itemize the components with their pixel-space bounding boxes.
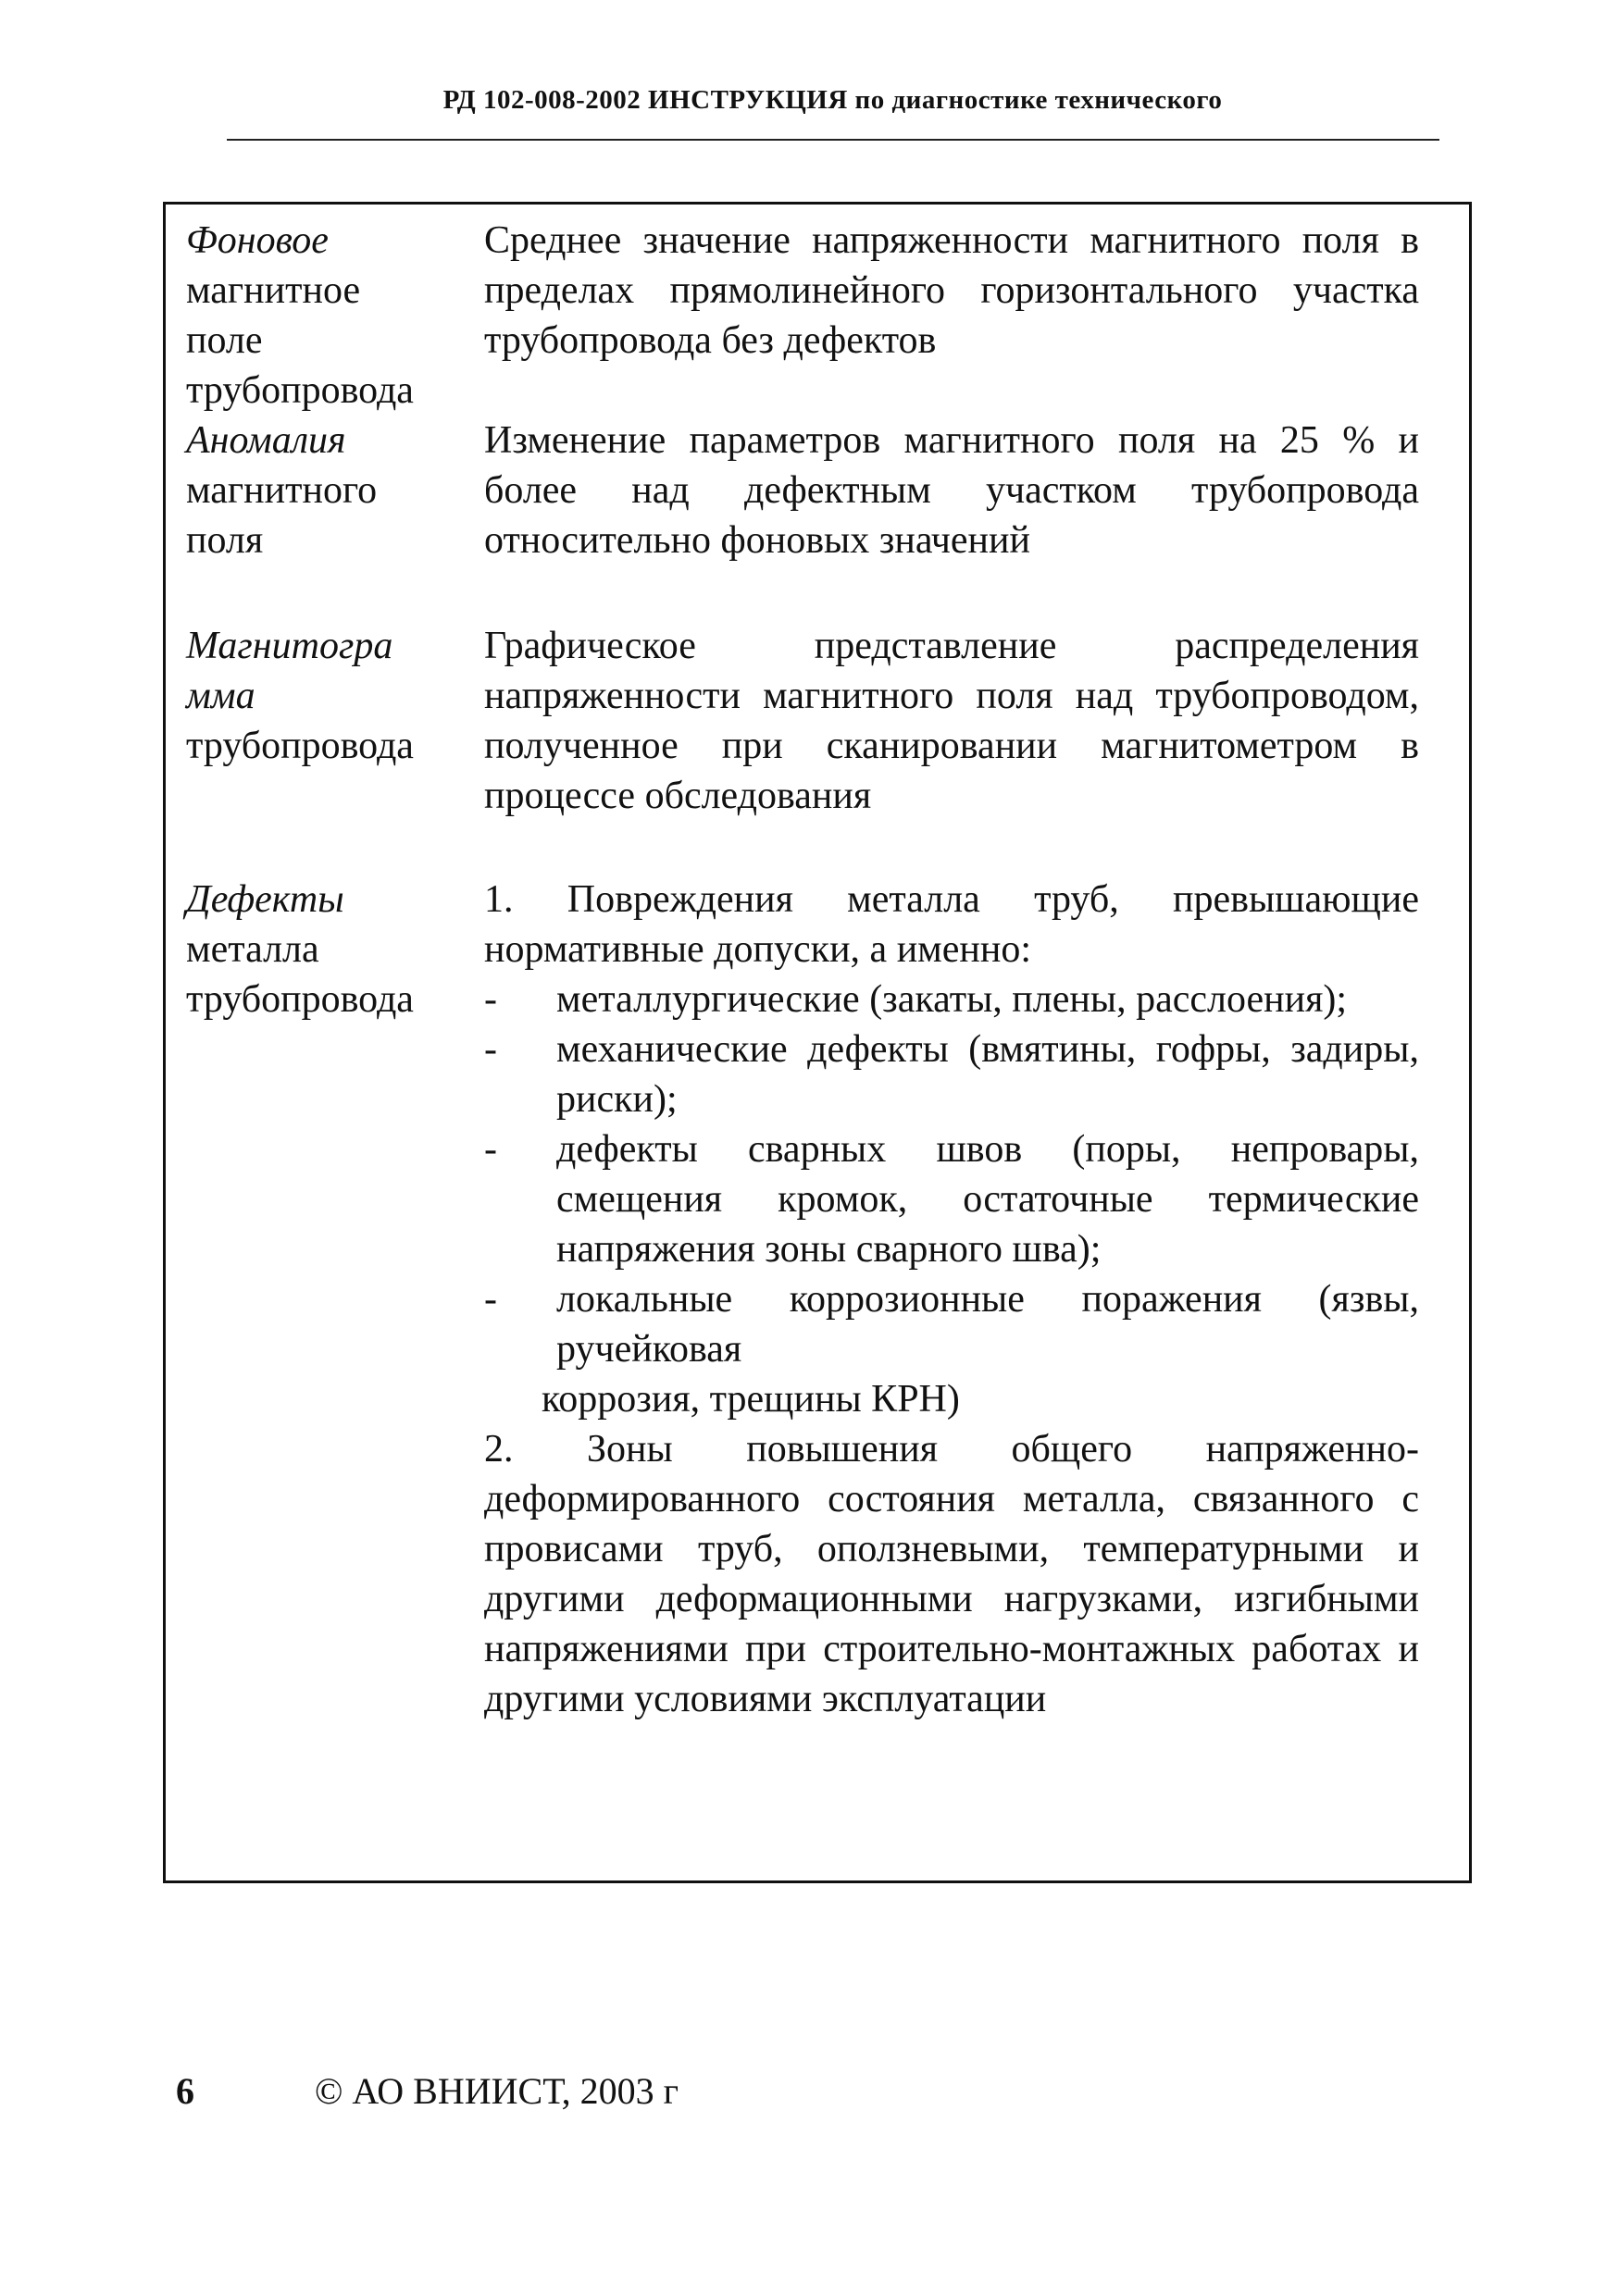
definition: [484, 216, 1419, 366]
copyright: © АО ВНИИСТ, 2003 г: [315, 2070, 679, 2112]
bullet-item: [484, 974, 1419, 1024]
term: [186, 216, 455, 416]
definition: [484, 416, 1419, 565]
bullet-item: [484, 1124, 1419, 1274]
bullet-item: [484, 1274, 1419, 1374]
term-line: трубопровода: [186, 978, 414, 1021]
term: [186, 416, 455, 565]
term-line: поля: [186, 519, 264, 562]
term-line: трубопровода: [186, 369, 414, 412]
term-italic: Дефекты: [186, 878, 344, 921]
bullet-item: [484, 1024, 1419, 1124]
bullet-continuation: коррозия, трещины КРН): [542, 1378, 960, 1421]
term-italic: Аномалия: [186, 419, 346, 462]
dash-marker: -: [484, 1028, 497, 1071]
term: [186, 875, 455, 1024]
definition: [484, 875, 1419, 1724]
dash-marker: -: [484, 978, 497, 1021]
header-rule: [227, 139, 1439, 141]
running-header: РД 102-008-2002 ИНСТРУКЦИЯ по диагностике технического: [442, 85, 1223, 115]
term-line: магнитное: [186, 269, 361, 312]
definition-text: Среднее значение напряженности магнитного поля в пределах прямолинейного горизонтального участка трубопровода без дефектов: [484, 219, 1419, 362]
dash-marker: -: [484, 1278, 497, 1321]
term-line: магнитного: [186, 469, 378, 512]
term-italic: мма: [186, 675, 255, 717]
term-italic: Магнитогра: [186, 625, 393, 667]
definition-text: Графическое представление распределения напряженности магнитного поля над трубопроводом, полученное при сканировании магнитометром в процессе обследования: [484, 625, 1419, 817]
page-number: 6: [176, 2070, 194, 2112]
term-italic: Фоновое: [186, 219, 329, 262]
definition: [484, 621, 1419, 821]
definition-text: Изменение параметров магнитного поля на 25 % и более над дефектным участком трубопровода относительно фоновых значений: [484, 419, 1419, 562]
bullet-text: локальные коррозионные поражения (язвы, ручейковая: [556, 1278, 1419, 1371]
item-2: 2. Зоны повышения общего напряженно-деформированного состояния металла, связанного с провисами труб, оползневыми, температурными и другими деформационными нагрузками, изгибными напряжениями при строительно-монтажных работах и другими условиями эксплуатации: [484, 1428, 1419, 1720]
bullet-text: механические дефекты (вмятины, гофры, задиры, риски);: [556, 1028, 1419, 1121]
term-line: трубопровода: [186, 725, 414, 767]
dash-marker: -: [484, 1128, 497, 1171]
item-1-intro: 1. Повреждения металла труб, превышающие нормативные допуски, а именно:: [484, 878, 1419, 971]
definitions-table: [163, 202, 1472, 1883]
term-line: поле: [186, 319, 263, 362]
term: [186, 621, 455, 771]
term-line: металла: [186, 928, 319, 971]
bullet-text: металлургические (закаты, плены, расслоения);: [556, 978, 1348, 1021]
bullet-text: дефекты сварных швов (поры, непровары, смещения кромок, остаточные термические напряжения зоны сварного шва);: [556, 1128, 1419, 1271]
